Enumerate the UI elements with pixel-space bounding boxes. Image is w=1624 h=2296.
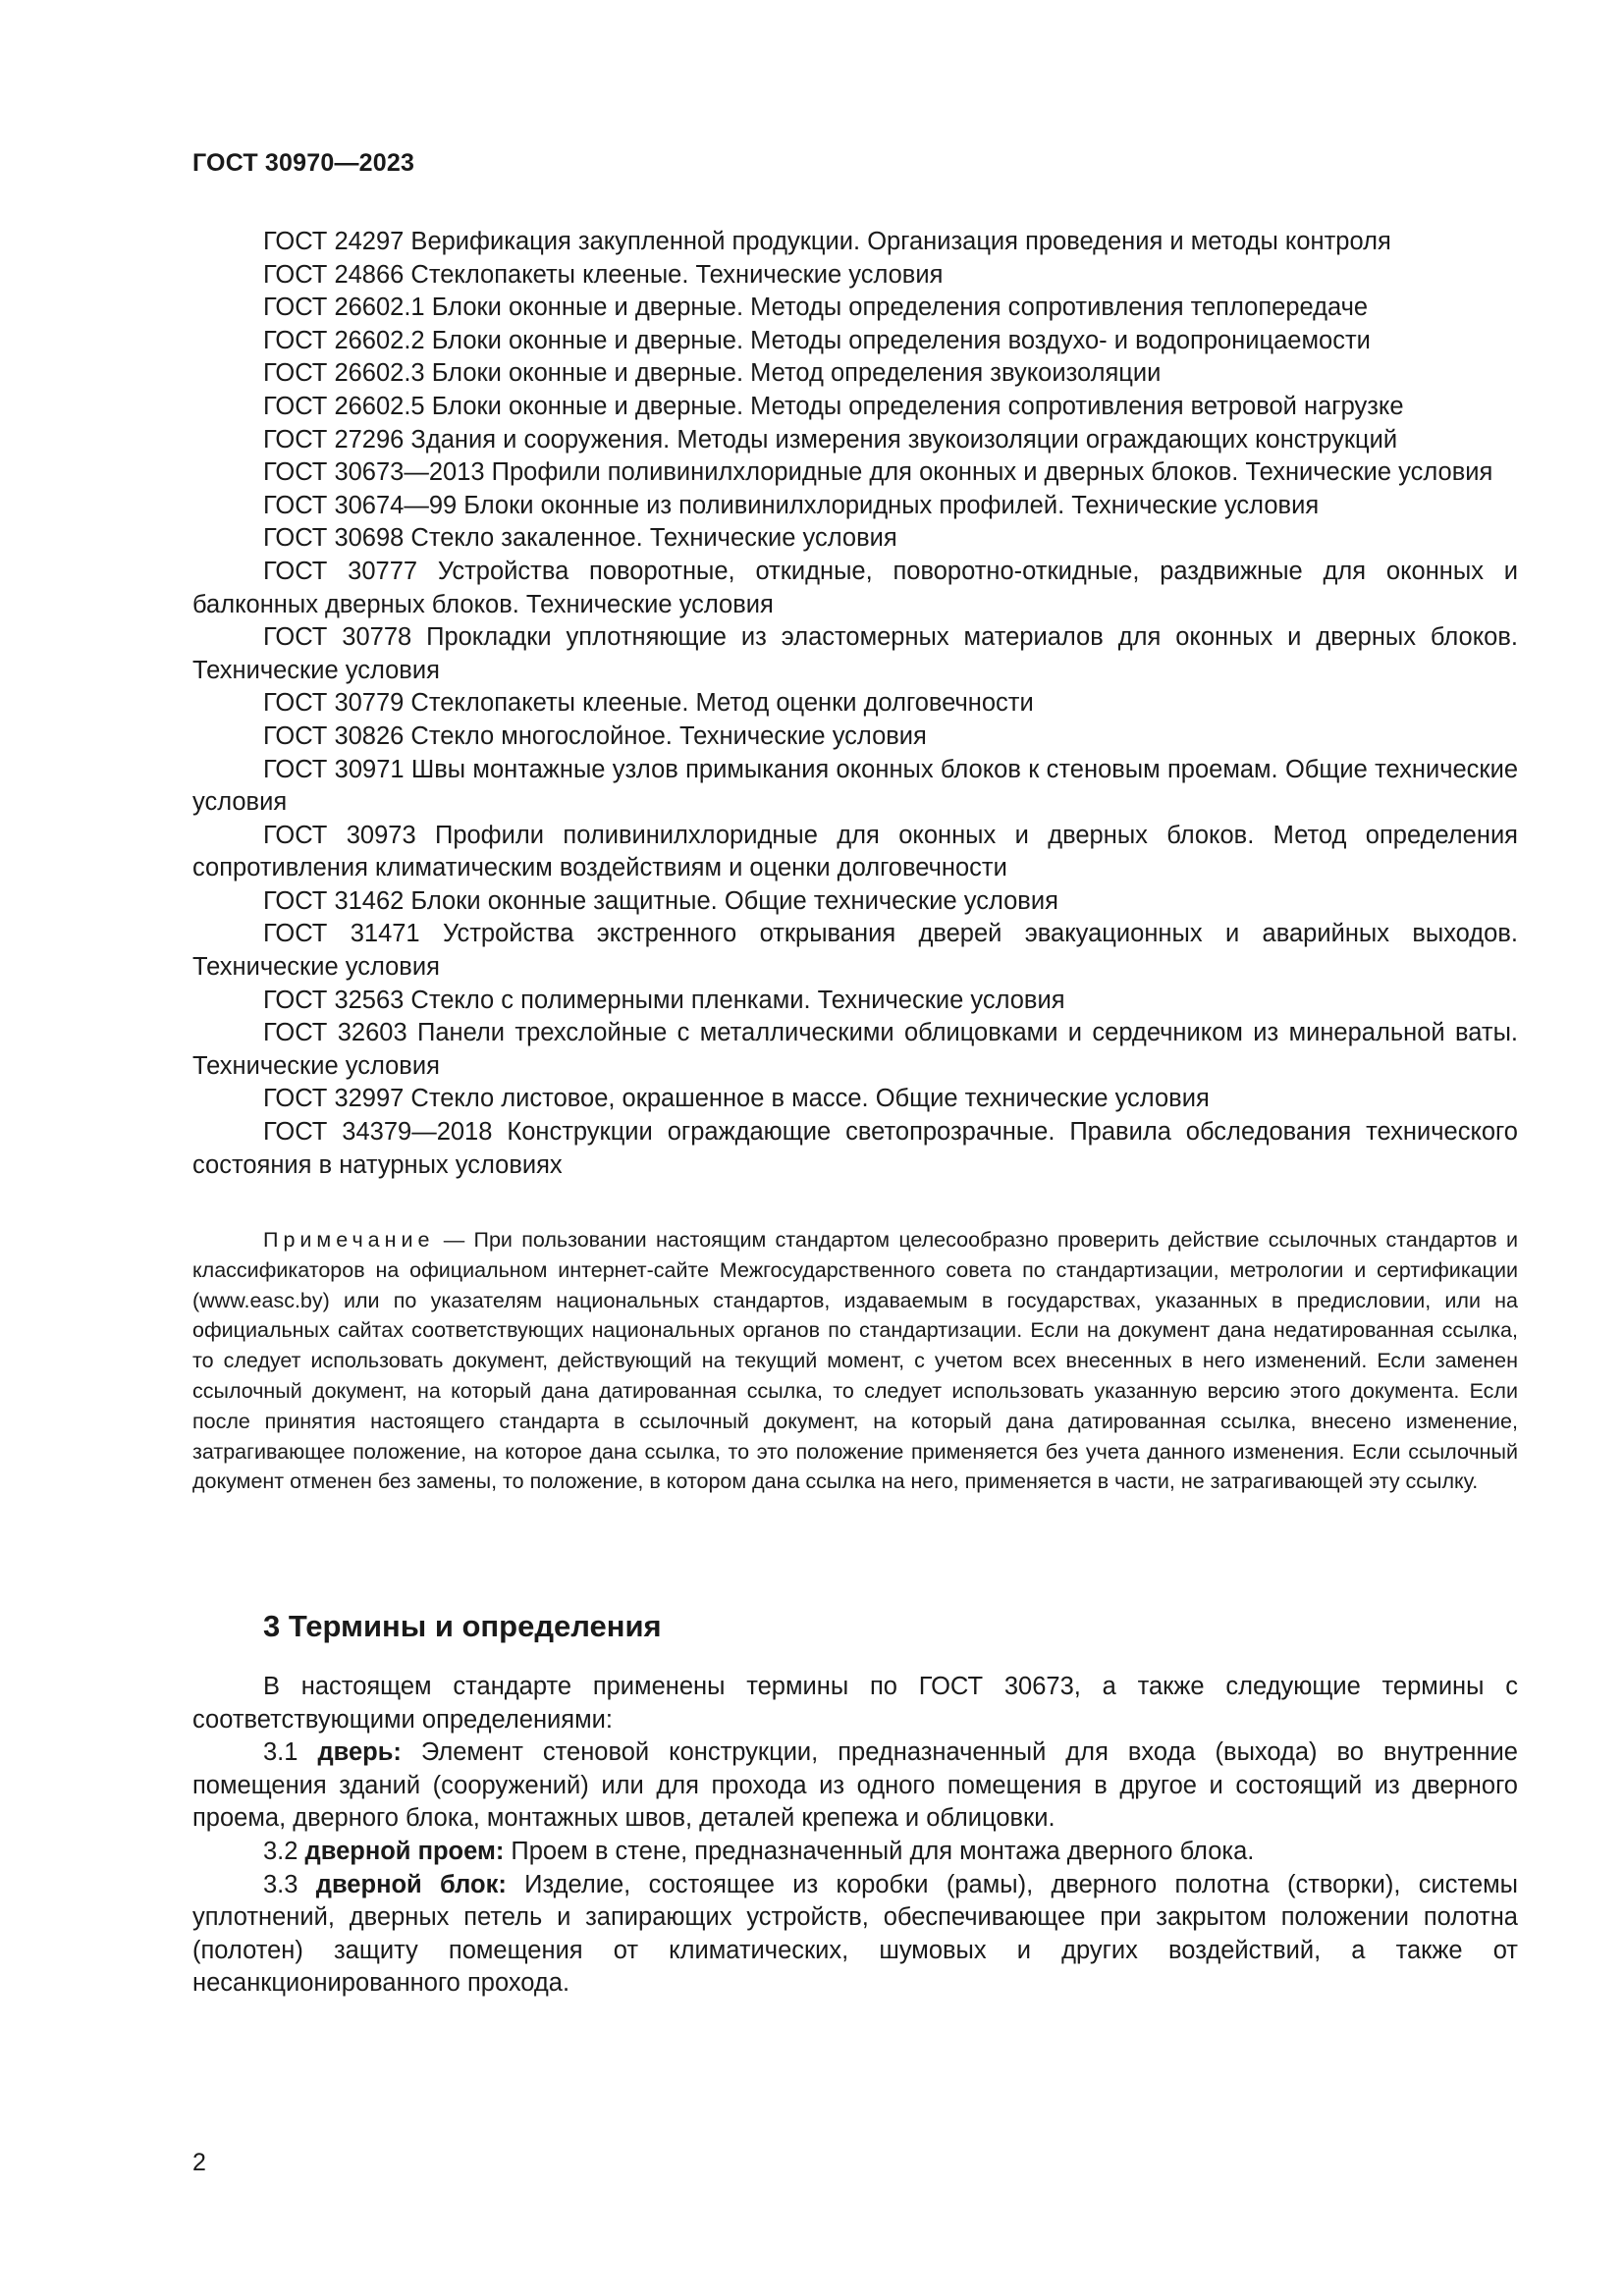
reference-item: ГОСТ 26602.1 Блоки оконные и дверные. Методы определения сопротивления теплопередаче: [263, 294, 1369, 322]
reference-item: ГОСТ 30698 Стекло закаленное. Технические условия: [263, 524, 897, 553]
reference-item: ГОСТ 24297 Верификация закупленной продукции. Организация проведения и методы контроля: [263, 228, 1391, 255]
term-name: дверь:: [317, 1738, 402, 1767]
reference-item: ГОСТ 27296 Здания и сооружения. Методы измерения звукоизоляции ограждающих конструкций: [263, 425, 1398, 454]
term-definition: Проем в стене, предназначенный для монтажа дверного блока.: [504, 1837, 1255, 1865]
term-definition: Элемент стеновой конструкции, предназначенный для входа (выхода) во внутренние помещения зданий (сооружений) или для прохода из одного помещения в другое и состоящий из дверного проема, дверного блока, монтажных швов, деталей крепежа и облицовки.: [192, 1738, 1518, 1833]
note-label: Примечание: [263, 1228, 435, 1252]
term-name: дверной проем:: [304, 1837, 505, 1865]
reference-item: ГОСТ 30971 Швы монтажные узлов примыкания оконных блоков к стеновым проемам. Общие технические условия: [192, 755, 1518, 817]
reference-item: ГОСТ 32563 Стекло с полимерными пленками. Технические условия: [263, 986, 1065, 1014]
reference-item: ГОСТ 30778 Прокладки уплотняющие из эластомерных материалов для оконных и дверных блоков. Технические условия: [192, 623, 1518, 684]
reference-item: ГОСТ 31462 Блоки оконные защитные. Общие технические условия: [263, 886, 1058, 915]
reference-item: ГОСТ 32603 Панели трехслойные с металлическими облицовками и сердечником из минеральной ваты. Технические условия: [192, 1019, 1518, 1080]
doc-header: ГОСТ 30970—2023: [192, 149, 415, 177]
reference-item: ГОСТ 30674—99 Блоки оконные из поливинилхлоридных профилей. Технические условия: [263, 491, 1320, 519]
reference-item: ГОСТ 30826 Стекло многослойное. Технические условия: [263, 721, 927, 750]
note-paragraph: [192, 1225, 1518, 1497]
term-number: 3.2: [263, 1837, 305, 1865]
section-title: 3 Термины и определения: [263, 1609, 662, 1643]
term-definition: Изделие, состоящее из коробки (рамы), дверного полотна (створки), системы уплотнений, дверных петель и запирающих устройств, обеспечивающее при закрытом положении полотна (полотен) защиту помещения от климатических, шумовых и других воздействий, а также от несанкционированного прохода.: [192, 1870, 1518, 1998]
term-number: 3.3: [263, 1870, 316, 1898]
reference-item: ГОСТ 30673—2013 Профили поливинилхлоридные для оконных и дверных блоков. Технические условия: [263, 458, 1493, 487]
reference-item: ГОСТ 26602.3 Блоки оконные и дверные. Метод определения звукоизоляции: [263, 359, 1162, 388]
reference-item: ГОСТ 32997 Стекло листовое, окрашенное в массе. Общие технические условия: [263, 1085, 1210, 1113]
term-name: дверной блок:: [315, 1870, 507, 1898]
reference-item: ГОСТ 30779 Стеклопакеты клееные. Метод оценки долговечности: [263, 689, 1034, 718]
reference-item: ГОСТ 26602.5 Блоки оконные и дверные. Методы определения сопротивления ветровой нагрузке: [263, 392, 1404, 420]
normative-references-list: [192, 226, 1518, 1182]
terms-section: [192, 1671, 1518, 2001]
reference-item: ГОСТ 30777 Устройства поворотные, откидные, поворотно-откидные, раздвижные для оконных и балконных дверных блоков. Технические условия: [192, 557, 1518, 618]
section-intro: В настоящем стандарте применены термины по ГОСТ 30673, а также следующие термины с соответствующими определениями:: [192, 1673, 1518, 1734]
term-number: 3.1: [263, 1738, 318, 1767]
reference-item: ГОСТ 31471 Устройства экстренного открывания дверей эвакуационных и аварийных выходов. Технические условия: [192, 920, 1518, 982]
reference-item: ГОСТ 24866 Стеклопакеты клееные. Технические условия: [263, 260, 944, 289]
reference-item: ГОСТ 30973 Профили поливинилхлоридные для оконных и дверных блоков. Метод определения сопротивления климатическим воздействиям и оценки долговечности: [192, 821, 1518, 882]
term-entry: [192, 1869, 1518, 2001]
term-entry: [192, 1836, 1518, 1869]
note-text: — При пользовании настоящим стандартом целесообразно проверить действие ссылочных стандартов и классификаторов на официальном интернет-сайте Межгосударственного совета по стандартизации, метрологии и сертификации (www.easc.by) или по указателям национальных стандартов, издаваемым в государствах, указанных в предисловии, или на официальных сайтах соответствующих национальных органов по стандартизации. Если на документ дана недатированная ссылка, то следует использовать документ, действующий на текущий момент, с учетом всех внесенных в него изменений. Если заменен ссылочный документ, на который дана датированная ссылка, то следует использовать указанную версию этого документа. Если после принятия настоящего стандарта в ссылочный документ, на который дана датированная ссылка, внесено изменение, затрагивающее положение, на которое дана ссылка, то это положение применяется без учета данного изменения. Если ссылочный документ отменен без замены, то положение, в котором дана ссылка на него, применяется в части, не затрагивающей эту ссылку.: [192, 1228, 1518, 1494]
term-entry: [192, 1736, 1518, 1836]
reference-item: ГОСТ 34379—2018 Конструкции ограждающие светопрозрачные. Правила обследования технического состояния в натурных условиях: [192, 1118, 1518, 1179]
page-number: 2: [192, 2149, 206, 2176]
reference-item: ГОСТ 26602.2 Блоки оконные и дверные. Методы определения воздухо- и водопроницаемости: [263, 326, 1371, 354]
